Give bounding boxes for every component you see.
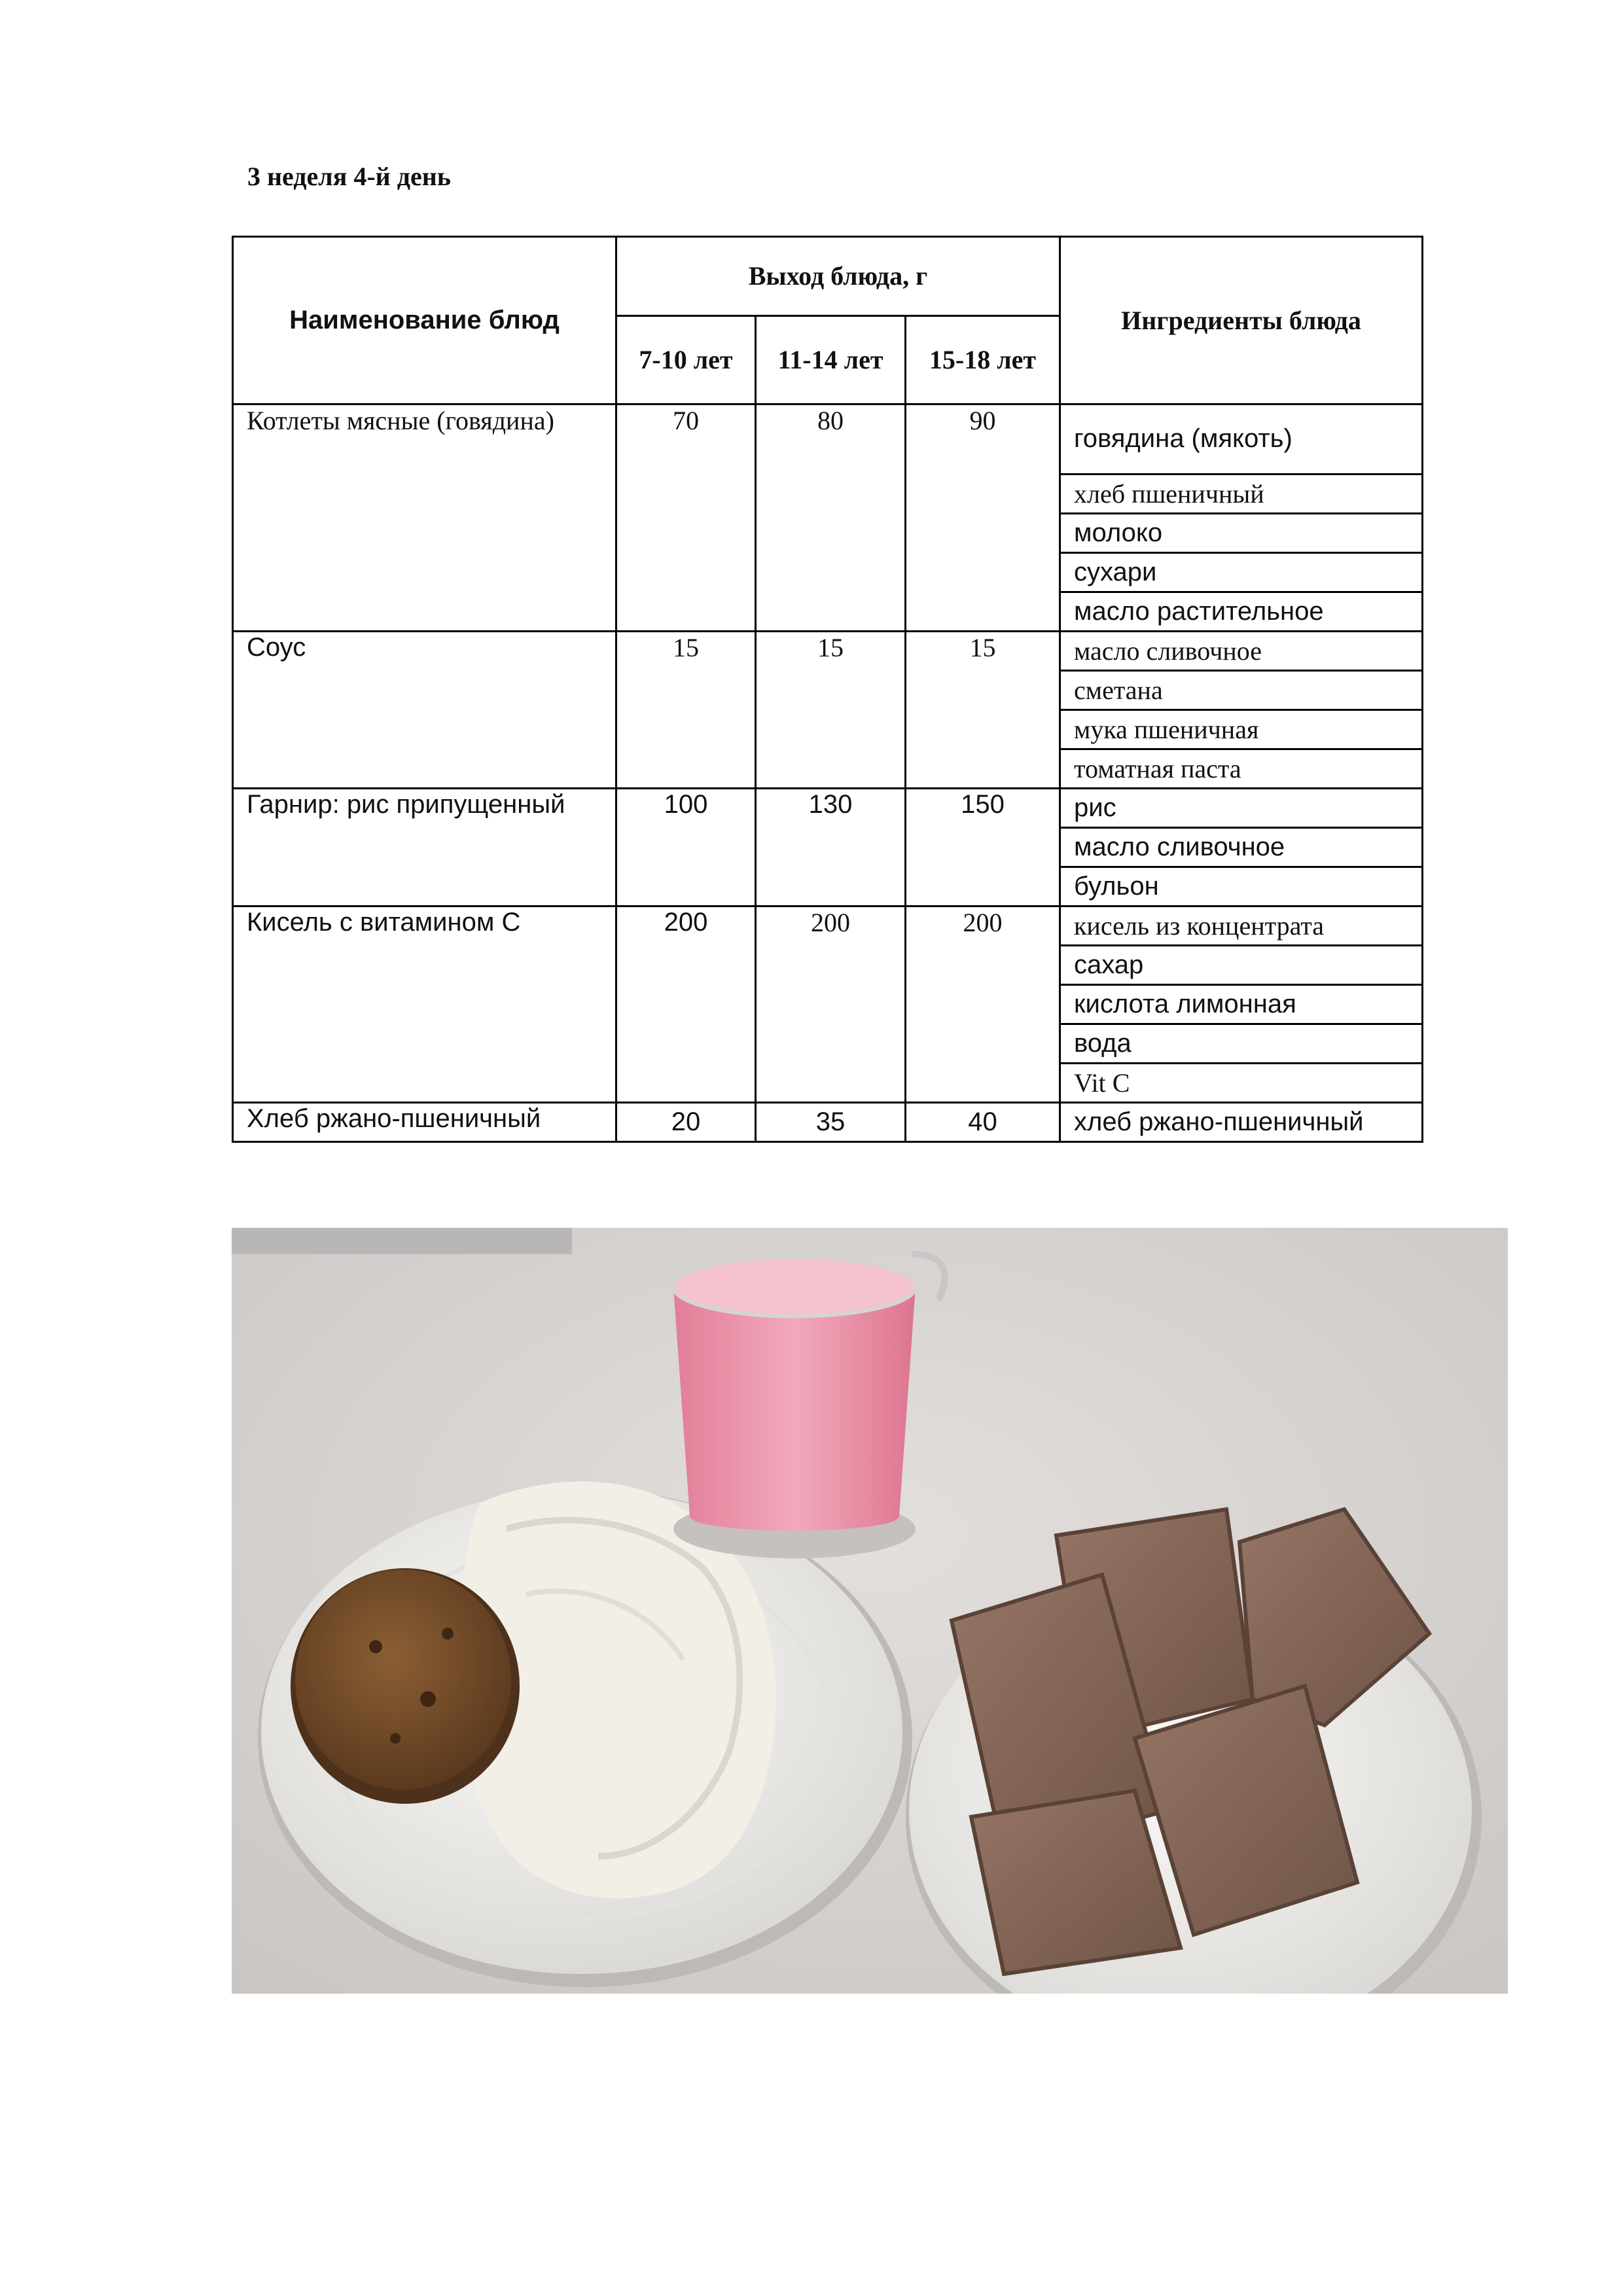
ingredient: вода <box>1060 1024 1423 1064</box>
ingredient: бульон <box>1060 867 1423 906</box>
yield-11-14: 200 <box>756 906 906 1103</box>
ingredient: рис <box>1060 789 1423 828</box>
ingredient: томатная паста <box>1060 749 1423 789</box>
header-ingredients: Ингредиенты блюда <box>1060 237 1423 404</box>
ingredient: сухари <box>1060 553 1423 592</box>
yield-11-14: 15 <box>756 632 906 789</box>
ingredient: кисель из концентрата <box>1060 906 1423 946</box>
page-title: 3 неделя 4-й день <box>247 162 451 191</box>
ingredient: сметана <box>1060 671 1423 710</box>
yield-7-10: 15 <box>616 632 756 789</box>
yield-11-14: 35 <box>756 1103 906 1142</box>
header-age-7-10: 7-10 лет <box>616 316 756 404</box>
yield-11-14: 80 <box>756 404 906 632</box>
yield-15-18: 150 <box>906 789 1060 906</box>
yield-15-18: 90 <box>906 404 1060 632</box>
table-row <box>233 906 1423 946</box>
ingredient: говядина (мякоть) <box>1060 404 1423 475</box>
yield-15-18: 200 <box>906 906 1060 1103</box>
ingredient: кислота лимонная <box>1060 985 1423 1024</box>
dish-name: Котлеты мясные (говядина) <box>233 404 616 632</box>
header-age-11-14: 11-14 лет <box>756 316 906 404</box>
header-age-15-18: 15-18 лет <box>906 316 1060 404</box>
ingredient: хлеб пшеничный <box>1060 475 1423 514</box>
table-row <box>233 789 1423 828</box>
table-header-row <box>233 237 1423 316</box>
yield-7-10: 200 <box>616 906 756 1103</box>
dish-name: Кисель с витамином С <box>233 906 616 1103</box>
cutlet <box>291 1568 520 1804</box>
yield-15-18: 40 <box>906 1103 1060 1142</box>
dish-name: Хлеб ржано-пшеничный <box>233 1103 616 1142</box>
ingredient: масло сливочное <box>1060 632 1423 671</box>
ingredient: масло растительное <box>1060 592 1423 632</box>
header-yield: Выход блюда, г <box>616 237 1060 316</box>
yield-15-18: 15 <box>906 632 1060 789</box>
table-row <box>233 1103 1423 1142</box>
ingredient: масло сливочное <box>1060 828 1423 867</box>
table-row <box>233 404 1423 475</box>
header-dish: Наименование блюд <box>233 237 616 404</box>
ingredient: хлеб ржано-пшеничный <box>1060 1103 1423 1142</box>
ingredient: сахар <box>1060 946 1423 985</box>
tray-edge <box>232 1228 572 1254</box>
dish-name: Гарнир: рис припущенный <box>233 789 616 906</box>
table-row <box>233 632 1423 671</box>
yield-7-10: 70 <box>616 404 756 632</box>
dish-name: Соус <box>233 632 616 789</box>
yield-11-14: 130 <box>756 789 906 906</box>
menu-table <box>232 236 1423 1143</box>
yield-7-10: 100 <box>616 789 756 906</box>
yield-7-10: 20 <box>616 1103 756 1142</box>
ingredient: Vit C <box>1060 1064 1423 1103</box>
ingredient: мука пшеничная <box>1060 710 1423 749</box>
meal-photo <box>232 1228 1508 1994</box>
ingredient: молоко <box>1060 514 1423 553</box>
